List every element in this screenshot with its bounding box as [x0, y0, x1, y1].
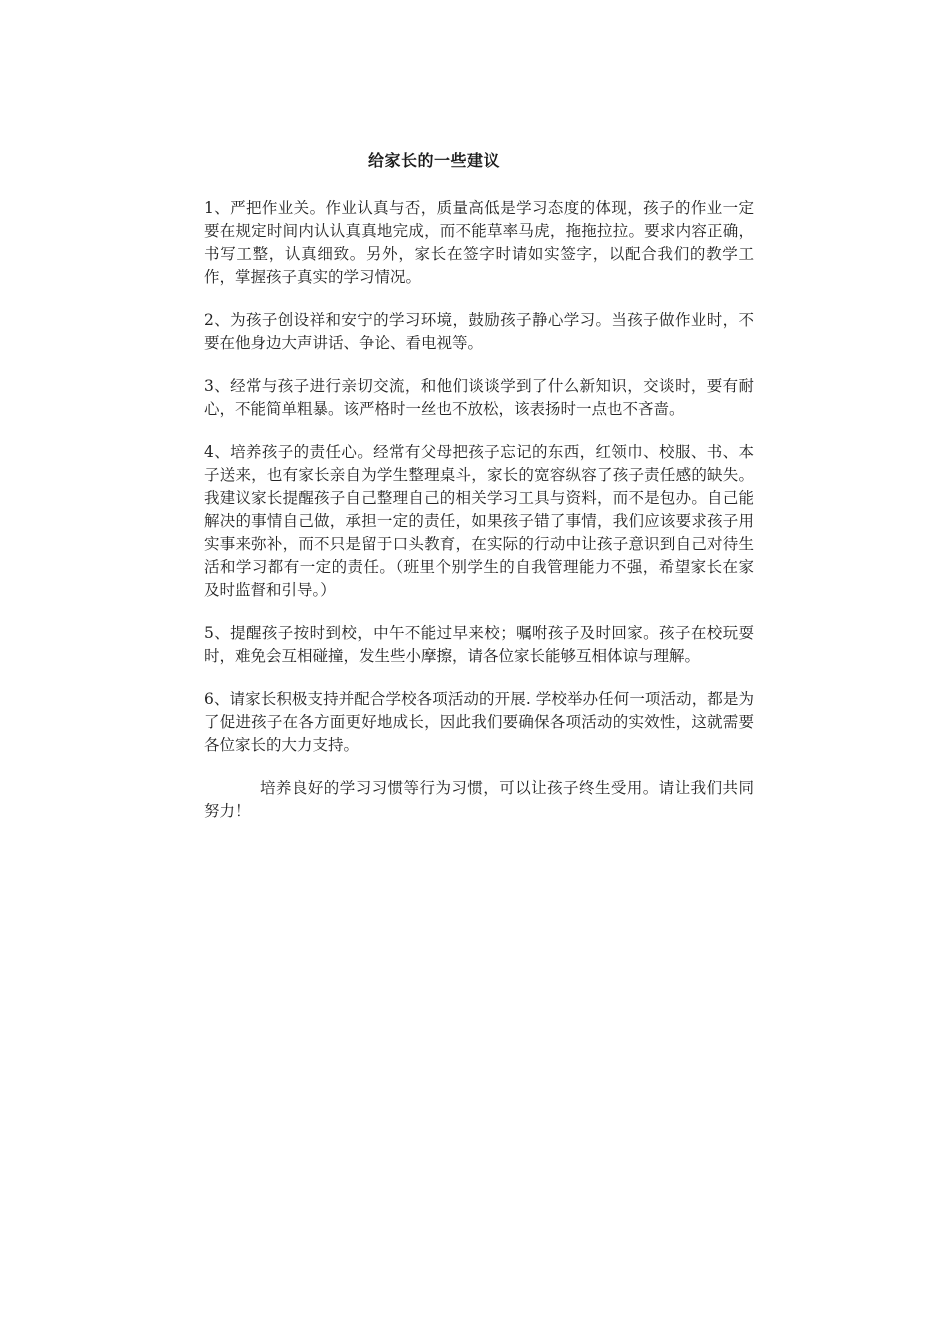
suggestion-3: 3、经常与孩子进行亲切交流，和他们谈谈学到了什么新知识，交谈时，要有耐心，不能简单粗暴。该严格时一丝也不放松，该表扬时一点也不吝啬。 — [204, 377, 754, 418]
document-title: 给家长的一些建议 — [368, 151, 501, 170]
suggestion-2: 2、为孩子创设祥和安宁的学习环境，鼓励孩子静心学习。当孩子做作业时，不要在他身边大声讲话、争论、看电视等。 — [204, 311, 754, 352]
suggestion-6: 6、请家长积极支持并配合学校各项活动的开展. 学校举办任何一项活动，都是为了促进孩子在各方面更好地成长，因此我们要确保各项活动的实效性，这就需要各位家长的大力支持。 — [204, 690, 754, 754]
suggestion-4: 4、培养孩子的责任心。经常有父母把孩子忘记的东西，红领巾、校服、书、本子送来，也有家长亲自为学生整理桌斗，家长的宽容纵容了孩子责任感的缺失。我建议家长提醒孩子自己整理自己的相关学习工具与资料，而不是包办。自己能解决的事情自己做，承担一定的责任，如果孩子错了事情，我们应该要求孩子用实事来弥补，而不只是留于口头教育，在实际的行动中让孩子意识到自己对待生活和学习都有一定的责任。（班里个别学生的自我管理能力不强，希望家长在家及时监督和引导。） — [204, 443, 754, 599]
document-body — [204, 197, 754, 843]
closing-remark: 培养良好的学习习惯等行为习惯，可以让孩子终生受用。请让我们共同努力！ — [204, 779, 754, 820]
suggestion-5: 5、提醒孩子按时到校，中午不能过早来校；嘱咐孩子及时回家。孩子在校玩耍时，难免会互相碰撞，发生些小摩擦，请各位家长能够互相体谅与理解。 — [204, 624, 754, 665]
suggestion-1: 1、严把作业关。作业认真与否，质量高低是学习态度的体现，孩子的作业一定要在规定时间内认认真真地完成，而不能草率马虎，拖拖拉拉。要求内容正确，书写工整，认真细致。另外，家长在签字时请如实签字，以配合我们的教学工作，掌握孩子真实的学习情况。 — [204, 199, 754, 286]
